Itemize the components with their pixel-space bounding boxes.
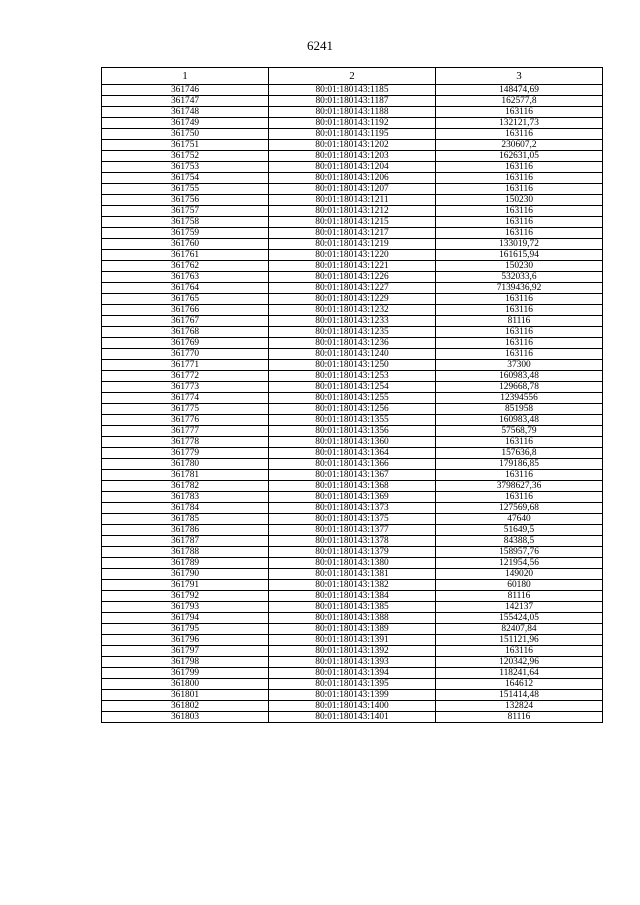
row-number-cell: 361760 bbox=[102, 239, 269, 250]
cadastral-number-cell: 80:01:180143:1375 bbox=[269, 514, 436, 525]
cadastral-number-cell: 80:01:180143:1356 bbox=[269, 426, 436, 437]
cadastral-number-cell: 80:01:180143:1240 bbox=[269, 349, 436, 360]
value-cell: 164612 bbox=[436, 679, 603, 690]
row-number-cell: 361779 bbox=[102, 448, 269, 459]
row-number-cell: 361772 bbox=[102, 371, 269, 382]
cadastral-number-cell: 80:01:180143:1188 bbox=[269, 107, 436, 118]
page-number: 6241 bbox=[307, 38, 333, 53]
table-row bbox=[102, 382, 603, 393]
table-row bbox=[102, 514, 603, 525]
row-number-cell: 361786 bbox=[102, 525, 269, 536]
row-number-cell: 361797 bbox=[102, 646, 269, 657]
cadastral-number-cell: 80:01:180143:1395 bbox=[269, 679, 436, 690]
value-cell: 51649,5 bbox=[436, 525, 603, 536]
value-cell: 148474,69 bbox=[436, 85, 603, 96]
row-number-cell: 361764 bbox=[102, 283, 269, 294]
table-row bbox=[102, 536, 603, 547]
value-cell: 47640 bbox=[436, 514, 603, 525]
table-row bbox=[102, 283, 603, 294]
row-number-cell: 361754 bbox=[102, 173, 269, 184]
value-cell: 81116 bbox=[436, 712, 603, 723]
table-row bbox=[102, 305, 603, 316]
value-cell: 163116 bbox=[436, 184, 603, 195]
row-number-cell: 361761 bbox=[102, 250, 269, 261]
cadastral-number-cell: 80:01:180143:1378 bbox=[269, 536, 436, 547]
cadastral-number-cell: 80:01:180143:1384 bbox=[269, 591, 436, 602]
table-row bbox=[102, 613, 603, 624]
cadastral-number-cell: 80:01:180143:1185 bbox=[269, 85, 436, 96]
value-cell: 163116 bbox=[436, 107, 603, 118]
table-row bbox=[102, 646, 603, 657]
table-row bbox=[102, 129, 603, 140]
row-number-cell: 361789 bbox=[102, 558, 269, 569]
table-row bbox=[102, 415, 603, 426]
table-row bbox=[102, 624, 603, 635]
cadastral-number-cell: 80:01:180143:1385 bbox=[269, 602, 436, 613]
table-row bbox=[102, 162, 603, 173]
row-number-cell: 361768 bbox=[102, 327, 269, 338]
table-body bbox=[102, 85, 603, 723]
value-cell: 57568,79 bbox=[436, 426, 603, 437]
value-cell: 37300 bbox=[436, 360, 603, 371]
value-cell: 151414,48 bbox=[436, 690, 603, 701]
row-number-cell: 361792 bbox=[102, 591, 269, 602]
cadastral-number-cell: 80:01:180143:1368 bbox=[269, 481, 436, 492]
cadastral-number-cell: 80:01:180143:1360 bbox=[269, 437, 436, 448]
row-number-cell: 361784 bbox=[102, 503, 269, 514]
cadastral-number-cell: 80:01:180143:1233 bbox=[269, 316, 436, 327]
table-row bbox=[102, 173, 603, 184]
value-cell: 151121,96 bbox=[436, 635, 603, 646]
table-row bbox=[102, 96, 603, 107]
value-cell: 230607,2 bbox=[436, 140, 603, 151]
cadastral-number-cell: 80:01:180143:1204 bbox=[269, 162, 436, 173]
cadastral-number-cell: 80:01:180143:1399 bbox=[269, 690, 436, 701]
row-number-cell: 361802 bbox=[102, 701, 269, 712]
cadastral-number-cell: 80:01:180143:1389 bbox=[269, 624, 436, 635]
row-number-cell: 361753 bbox=[102, 162, 269, 173]
table-row bbox=[102, 371, 603, 382]
table-row bbox=[102, 602, 603, 613]
table-row bbox=[102, 261, 603, 272]
table-row bbox=[102, 679, 603, 690]
value-cell: 149020 bbox=[436, 569, 603, 580]
value-cell: 150230 bbox=[436, 261, 603, 272]
value-cell: 163116 bbox=[436, 173, 603, 184]
row-number-cell: 361759 bbox=[102, 228, 269, 239]
cadastral-number-cell: 80:01:180143:1367 bbox=[269, 470, 436, 481]
value-cell: 163116 bbox=[436, 437, 603, 448]
cadastral-number-cell: 80:01:180143:1220 bbox=[269, 250, 436, 261]
row-number-cell: 361747 bbox=[102, 96, 269, 107]
value-cell: 163116 bbox=[436, 327, 603, 338]
table-row bbox=[102, 217, 603, 228]
value-cell: 163116 bbox=[436, 470, 603, 481]
cadastral-number-cell: 80:01:180143:1229 bbox=[269, 294, 436, 305]
cadastral-number-cell: 80:01:180143:1392 bbox=[269, 646, 436, 657]
row-number-cell: 361774 bbox=[102, 393, 269, 404]
cadastral-number-cell: 80:01:180143:1202 bbox=[269, 140, 436, 151]
row-number-cell: 361771 bbox=[102, 360, 269, 371]
row-number-cell: 361793 bbox=[102, 602, 269, 613]
cadastral-number-cell: 80:01:180143:1192 bbox=[269, 118, 436, 129]
value-cell: 81116 bbox=[436, 591, 603, 602]
table-row bbox=[102, 437, 603, 448]
table-row bbox=[102, 195, 603, 206]
row-number-cell: 361785 bbox=[102, 514, 269, 525]
table-row bbox=[102, 327, 603, 338]
table-row bbox=[102, 701, 603, 712]
cadastral-number-cell: 80:01:180143:1217 bbox=[269, 228, 436, 239]
value-cell: 162577,8 bbox=[436, 96, 603, 107]
value-cell: 163116 bbox=[436, 206, 603, 217]
table-row bbox=[102, 635, 603, 646]
cadastral-number-cell: 80:01:180143:1226 bbox=[269, 272, 436, 283]
value-cell: 851958 bbox=[436, 404, 603, 415]
table-row bbox=[102, 404, 603, 415]
value-cell: 163116 bbox=[436, 492, 603, 503]
table-row bbox=[102, 690, 603, 701]
value-cell: 155424,05 bbox=[436, 613, 603, 624]
table-row bbox=[102, 525, 603, 536]
value-cell: 158957,76 bbox=[436, 547, 603, 558]
row-number-cell: 361796 bbox=[102, 635, 269, 646]
cadastral-number-cell: 80:01:180143:1255 bbox=[269, 393, 436, 404]
row-number-cell: 361778 bbox=[102, 437, 269, 448]
row-number-cell: 361773 bbox=[102, 382, 269, 393]
cadastral-number-cell: 80:01:180143:1254 bbox=[269, 382, 436, 393]
cadastral-number-cell: 80:01:180143:1207 bbox=[269, 184, 436, 195]
table-row bbox=[102, 118, 603, 129]
column-header-2: 2 bbox=[269, 68, 436, 85]
cadastral-number-cell: 80:01:180143:1401 bbox=[269, 712, 436, 723]
cadastral-number-cell: 80:01:180143:1355 bbox=[269, 415, 436, 426]
row-number-cell: 361780 bbox=[102, 459, 269, 470]
cadastral-number-cell: 80:01:180143:1380 bbox=[269, 558, 436, 569]
row-number-cell: 361757 bbox=[102, 206, 269, 217]
table-row bbox=[102, 338, 603, 349]
column-header-1: 1 bbox=[102, 68, 269, 85]
table-row bbox=[102, 349, 603, 360]
cadastral-number-cell: 80:01:180143:1394 bbox=[269, 668, 436, 679]
row-number-cell: 361762 bbox=[102, 261, 269, 272]
table-row bbox=[102, 85, 603, 96]
row-number-cell: 361776 bbox=[102, 415, 269, 426]
cadastral-number-cell: 80:01:180143:1379 bbox=[269, 547, 436, 558]
row-number-cell: 361758 bbox=[102, 217, 269, 228]
value-cell: 160983,48 bbox=[436, 415, 603, 426]
value-cell: 160983,48 bbox=[436, 371, 603, 382]
cadastral-number-cell: 80:01:180143:1381 bbox=[269, 569, 436, 580]
table-row bbox=[102, 294, 603, 305]
value-cell: 163116 bbox=[436, 129, 603, 140]
row-number-cell: 361790 bbox=[102, 569, 269, 580]
row-number-cell: 361781 bbox=[102, 470, 269, 481]
table-row bbox=[102, 657, 603, 668]
value-cell: 163116 bbox=[436, 338, 603, 349]
table-row bbox=[102, 569, 603, 580]
row-number-cell: 361748 bbox=[102, 107, 269, 118]
row-number-cell: 361775 bbox=[102, 404, 269, 415]
table-row bbox=[102, 481, 603, 492]
value-cell: 84388,5 bbox=[436, 536, 603, 547]
value-cell: 161615,94 bbox=[436, 250, 603, 261]
data-table bbox=[101, 67, 603, 723]
value-cell: 163116 bbox=[436, 646, 603, 657]
cadastral-number-cell: 80:01:180143:1206 bbox=[269, 173, 436, 184]
table-row bbox=[102, 228, 603, 239]
value-cell: 121954,56 bbox=[436, 558, 603, 569]
row-number-cell: 361801 bbox=[102, 690, 269, 701]
cadastral-number-cell: 80:01:180143:1369 bbox=[269, 492, 436, 503]
table-row bbox=[102, 151, 603, 162]
row-number-cell: 361787 bbox=[102, 536, 269, 547]
value-cell: 163116 bbox=[436, 228, 603, 239]
row-number-cell: 361782 bbox=[102, 481, 269, 492]
value-cell: 81116 bbox=[436, 316, 603, 327]
cadastral-number-cell: 80:01:180143:1250 bbox=[269, 360, 436, 371]
table-row bbox=[102, 503, 603, 514]
cadastral-number-cell: 80:01:180143:1187 bbox=[269, 96, 436, 107]
table-row bbox=[102, 580, 603, 591]
value-cell: 129668,78 bbox=[436, 382, 603, 393]
row-number-cell: 361765 bbox=[102, 294, 269, 305]
cadastral-number-cell: 80:01:180143:1391 bbox=[269, 635, 436, 646]
table-row bbox=[102, 250, 603, 261]
value-cell: 163116 bbox=[436, 349, 603, 360]
cadastral-number-cell: 80:01:180143:1400 bbox=[269, 701, 436, 712]
row-number-cell: 361746 bbox=[102, 85, 269, 96]
table-row bbox=[102, 272, 603, 283]
cadastral-number-cell: 80:01:180143:1253 bbox=[269, 371, 436, 382]
table-row bbox=[102, 140, 603, 151]
cadastral-number-cell: 80:01:180143:1235 bbox=[269, 327, 436, 338]
column-header-3: 3 bbox=[436, 68, 603, 85]
value-cell: 532033,6 bbox=[436, 272, 603, 283]
row-number-cell: 361777 bbox=[102, 426, 269, 437]
value-cell: 60180 bbox=[436, 580, 603, 591]
row-number-cell: 361752 bbox=[102, 151, 269, 162]
row-number-cell: 361783 bbox=[102, 492, 269, 503]
cadastral-number-cell: 80:01:180143:1211 bbox=[269, 195, 436, 206]
row-number-cell: 361769 bbox=[102, 338, 269, 349]
table-row bbox=[102, 448, 603, 459]
value-cell: 163116 bbox=[436, 294, 603, 305]
cadastral-number-cell: 80:01:180143:1227 bbox=[269, 283, 436, 294]
cadastral-number-cell: 80:01:180143:1221 bbox=[269, 261, 436, 272]
row-number-cell: 361788 bbox=[102, 547, 269, 558]
row-number-cell: 361799 bbox=[102, 668, 269, 679]
value-cell: 127569,68 bbox=[436, 503, 603, 514]
value-cell: 3798627,36 bbox=[436, 481, 603, 492]
value-cell: 120342,96 bbox=[436, 657, 603, 668]
table-row bbox=[102, 184, 603, 195]
row-number-cell: 361770 bbox=[102, 349, 269, 360]
row-number-cell: 361755 bbox=[102, 184, 269, 195]
value-cell: 162631,05 bbox=[436, 151, 603, 162]
table-row bbox=[102, 426, 603, 437]
table-row bbox=[102, 360, 603, 371]
cadastral-number-cell: 80:01:180143:1382 bbox=[269, 580, 436, 591]
cadastral-number-cell: 80:01:180143:1366 bbox=[269, 459, 436, 470]
cadastral-number-cell: 80:01:180143:1377 bbox=[269, 525, 436, 536]
cadastral-number-cell: 80:01:180143:1256 bbox=[269, 404, 436, 415]
value-cell: 118241,64 bbox=[436, 668, 603, 679]
row-number-cell: 361756 bbox=[102, 195, 269, 206]
value-cell: 133019,72 bbox=[436, 239, 603, 250]
table-row bbox=[102, 591, 603, 602]
value-cell: 157636,8 bbox=[436, 448, 603, 459]
table-row bbox=[102, 393, 603, 404]
table-row bbox=[102, 239, 603, 250]
table-row bbox=[102, 107, 603, 118]
value-cell: 82407,84 bbox=[436, 624, 603, 635]
row-number-cell: 361803 bbox=[102, 712, 269, 723]
cadastral-number-cell: 80:01:180143:1373 bbox=[269, 503, 436, 514]
row-number-cell: 361800 bbox=[102, 679, 269, 690]
cadastral-number-cell: 80:01:180143:1212 bbox=[269, 206, 436, 217]
table-row bbox=[102, 558, 603, 569]
table-row bbox=[102, 668, 603, 679]
cadastral-number-cell: 80:01:180143:1388 bbox=[269, 613, 436, 624]
table-row bbox=[102, 470, 603, 481]
table-row bbox=[102, 459, 603, 470]
cadastral-number-cell: 80:01:180143:1236 bbox=[269, 338, 436, 349]
value-cell: 163116 bbox=[436, 162, 603, 173]
value-cell: 163116 bbox=[436, 217, 603, 228]
row-number-cell: 361794 bbox=[102, 613, 269, 624]
value-cell: 163116 bbox=[436, 305, 603, 316]
value-cell: 142137 bbox=[436, 602, 603, 613]
cadastral-number-cell: 80:01:180143:1195 bbox=[269, 129, 436, 140]
value-cell: 179186,85 bbox=[436, 459, 603, 470]
cadastral-number-cell: 80:01:180143:1393 bbox=[269, 657, 436, 668]
value-cell: 7139436,92 bbox=[436, 283, 603, 294]
cadastral-number-cell: 80:01:180143:1215 bbox=[269, 217, 436, 228]
row-number-cell: 361791 bbox=[102, 580, 269, 591]
table-row bbox=[102, 206, 603, 217]
cadastral-number-cell: 80:01:180143:1219 bbox=[269, 239, 436, 250]
row-number-cell: 361763 bbox=[102, 272, 269, 283]
value-cell: 132824 bbox=[436, 701, 603, 712]
row-number-cell: 361795 bbox=[102, 624, 269, 635]
cadastral-number-cell: 80:01:180143:1203 bbox=[269, 151, 436, 162]
table-row bbox=[102, 712, 603, 723]
row-number-cell: 361751 bbox=[102, 140, 269, 151]
row-number-cell: 361749 bbox=[102, 118, 269, 129]
header-row bbox=[102, 68, 603, 85]
table-row bbox=[102, 492, 603, 503]
value-cell: 12394556 bbox=[436, 393, 603, 404]
value-cell: 150230 bbox=[436, 195, 603, 206]
row-number-cell: 361766 bbox=[102, 305, 269, 316]
row-number-cell: 361767 bbox=[102, 316, 269, 327]
table-row bbox=[102, 547, 603, 558]
cadastral-number-cell: 80:01:180143:1364 bbox=[269, 448, 436, 459]
row-number-cell: 361750 bbox=[102, 129, 269, 140]
value-cell: 132121,73 bbox=[436, 118, 603, 129]
table-row bbox=[102, 316, 603, 327]
cadastral-number-cell: 80:01:180143:1232 bbox=[269, 305, 436, 316]
row-number-cell: 361798 bbox=[102, 657, 269, 668]
